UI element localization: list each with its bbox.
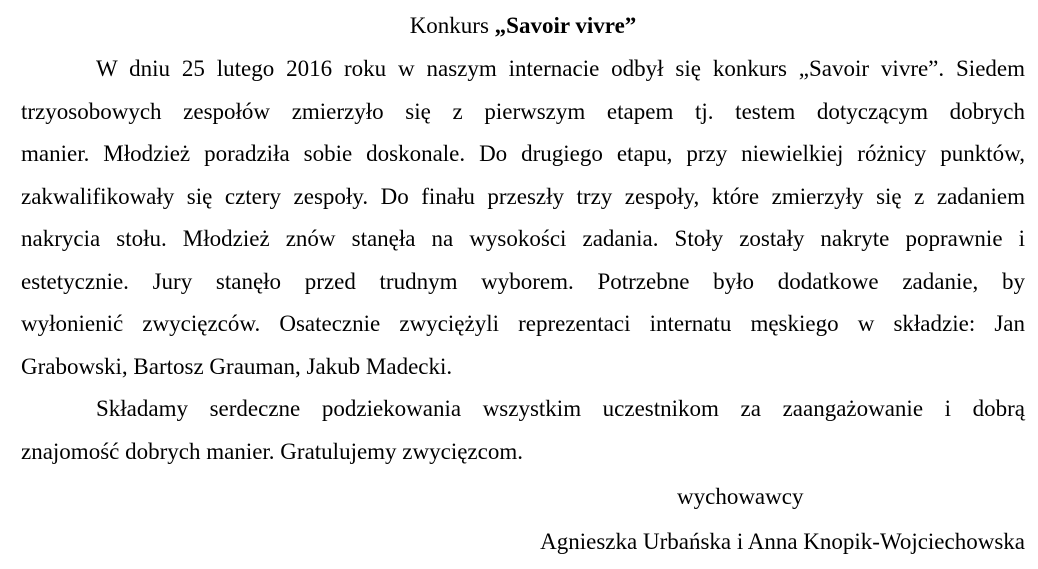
title-name: „Savoir vivre” <box>494 13 637 38</box>
paragraph-line: W dniu 25 lutego 2016 roku w naszym internacie odbył się konkurs „Savoir vivre”. Siedem <box>96 56 1025 81</box>
paragraph-2 <box>21 388 1025 473</box>
paragraph-line: trzyosobowych zespołów zmierzyło się z pierwszym etapem tj. testem dotyczącym dobrych <box>21 98 1025 124</box>
signature-names: Agnieszka Urbańska i Anna Knopik-Wojciechowska <box>540 528 1025 554</box>
document <box>21 4 1025 563</box>
paragraph-1 <box>21 48 1025 388</box>
paragraph-line: estetycznie. Jury stanęło przed trudnym wyborem. Potrzebne było dodatkowe zadanie, by <box>21 268 1025 294</box>
paragraph-line: manier. Młodzież poradziła sobie doskonale. Do drugiego etapu, przy niewielkiej różnicy punktów, <box>21 141 1025 166</box>
paragraph-line: znajomość dobrych manier. Gratulujemy zwycięzcom. <box>21 438 523 464</box>
title-prefix: Konkurs <box>409 13 495 38</box>
document-title <box>21 4 1025 48</box>
paragraph-line: Składamy serdeczne podziekowania wszystkim uczestnikom za zaangażowanie i dobrą <box>96 396 1025 421</box>
paragraph-line: wyłonienić zwycięzców. Osatecznie zwyciężyli reprezentaci internatu męskiego w składzie: Jan <box>21 311 1025 336</box>
paragraph-line: Grabowski, Bartosz Grauman, Jakub Madecki. <box>21 353 453 379</box>
signature-role: wychowawcy <box>677 484 804 509</box>
paragraph-line: nakrycia stołu. Młodzież znów stanęła na wysokości zadania. Stoły zostały nakryte poprawnie i <box>21 226 1025 251</box>
paragraph-line: zakwalifikowały się cztery zespoły. Do finału przeszły trzy zespoły, które zmierzyły się z zadaniem <box>21 183 1025 209</box>
